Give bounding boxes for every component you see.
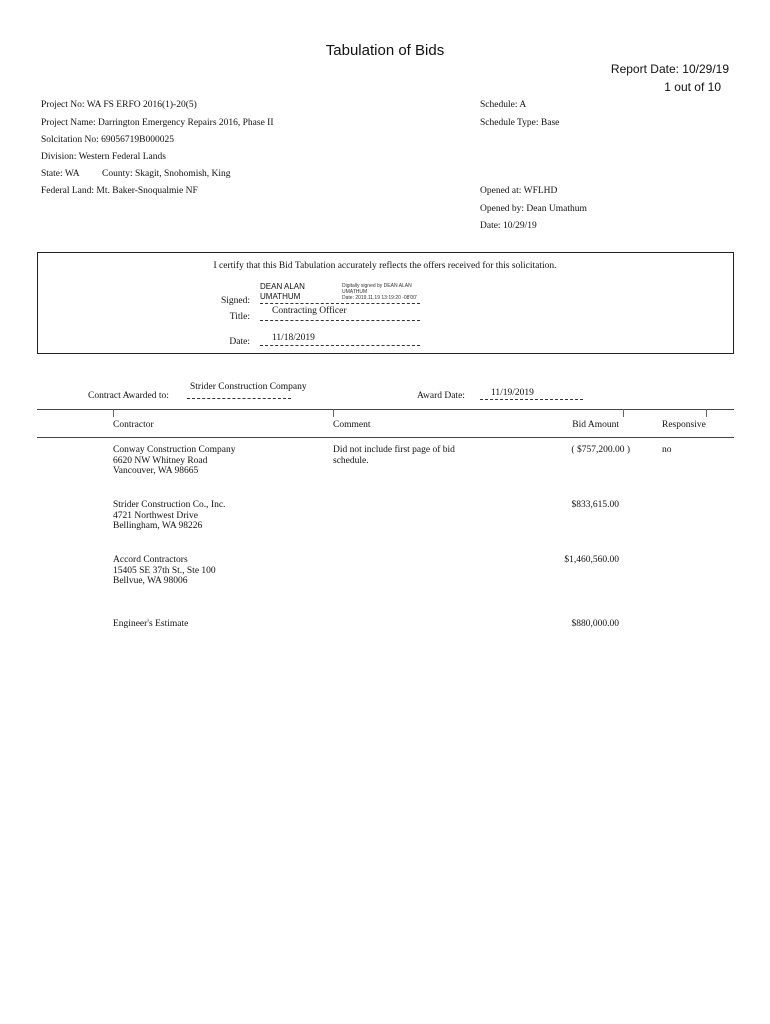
digital-signature-line2: UMATHUM <box>342 289 368 295</box>
signed-label: Signed: <box>220 296 250 306</box>
opened-by: Opened by: Dean Umathum <box>480 204 587 214</box>
bid-amount: $880,000.00 <box>571 619 619 629</box>
contractor-name: Accord Contractors <box>113 555 188 565</box>
contractor-address-line2: Bellvue, WA 98006 <box>113 576 188 586</box>
table-top-rule <box>37 409 734 410</box>
awarded-underline <box>187 398 291 399</box>
column-divider <box>333 409 334 417</box>
schedule-type: Schedule Type: Base <box>480 118 560 128</box>
contract-awarded-value: Strider Construction Company <box>190 382 307 392</box>
responsive-value: no <box>662 445 672 455</box>
county: County: Skagit, Snohomish, King <box>102 169 231 179</box>
column-divider <box>623 409 624 417</box>
signature-line <box>260 303 420 304</box>
division: Division: Western Federal Lands <box>41 152 166 162</box>
contractor-address-line1: 15405 SE 37th St., Ste 100 <box>113 565 216 576</box>
bid-amount: ( $757,200.00 ) <box>571 445 630 455</box>
federal-land: Federal Land: Mt. Baker-Snoqualmie NF <box>41 186 198 196</box>
opened-at: Opened at: WFLHD <box>480 186 558 196</box>
digital-signature-date: Date: 2019.11.19 13:19:20 -08'00' <box>342 295 417 301</box>
contractor-name: Strider Construction Co., Inc. <box>113 500 226 510</box>
date-value: 11/18/2019 <box>272 333 315 343</box>
title-label: Title: <box>229 312 250 322</box>
contractor-address-line2: Bellingham, WA 98226 <box>113 521 203 531</box>
bid-amount: $1,460,560.00 <box>564 555 619 565</box>
contractor-address-line1: 4721 Northwest Drive <box>113 510 198 521</box>
page-title: Tabulation of Bids <box>325 42 445 59</box>
column-header-comment: Comment <box>333 420 371 430</box>
comment-line2: schedule. <box>333 455 369 466</box>
project-name: Project Name: Darrington Emergency Repairs 2016, Phase II <box>41 118 274 128</box>
table-header-rule <box>37 437 734 438</box>
schedule: Schedule: A <box>480 100 527 110</box>
page-count: 1 out of 10 <box>664 80 721 94</box>
digital-signature-line1: Digitally signed by DEAN ALAN <box>342 283 412 289</box>
column-divider <box>113 409 114 417</box>
solicitation-no: Solcitation No: 69056719B000025 <box>41 135 174 145</box>
contractor-address-line1: 6620 NW Whitney Road <box>113 455 208 466</box>
award-date-underline <box>480 399 583 400</box>
certification-statement: I certify that this Bid Tabulation accurately reflects the offers received for this solicitation. <box>213 261 557 271</box>
date-line <box>260 345 420 346</box>
contractor-name: Engineer's Estimate <box>113 619 189 629</box>
date-label: Date: <box>229 337 250 347</box>
signer-name-line2: UMATHUM <box>260 292 301 301</box>
column-divider <box>706 409 707 417</box>
signer-name-line1: DEAN ALAN <box>260 282 305 291</box>
opened-date: Date: 10/29/19 <box>480 221 537 231</box>
column-header-responsive: Responsive <box>662 420 706 430</box>
project-no: Project No: WA FS ERFO 2016(1)-20(5) <box>41 100 197 110</box>
award-date-label: Award Date: <box>417 391 465 401</box>
report-date: Report Date: 10/29/19 <box>610 62 729 76</box>
comment-line1: Did not include first page of bid <box>333 445 455 455</box>
title-value: Contracting Officer <box>272 306 347 316</box>
award-date-value: 11/19/2019 <box>491 388 534 398</box>
contract-awarded-label: Contract Awarded to: <box>88 391 169 401</box>
state: State: WA <box>41 169 80 179</box>
column-header-bid-amount: Bid Amount <box>572 420 619 430</box>
title-line <box>260 320 420 321</box>
bid-amount: $833,615.00 <box>571 500 619 510</box>
column-header-contractor: Contractor <box>113 420 154 430</box>
contractor-address-line2: Vancouver, WA 98665 <box>113 466 199 476</box>
contractor-name: Conway Construction Company <box>113 445 236 455</box>
